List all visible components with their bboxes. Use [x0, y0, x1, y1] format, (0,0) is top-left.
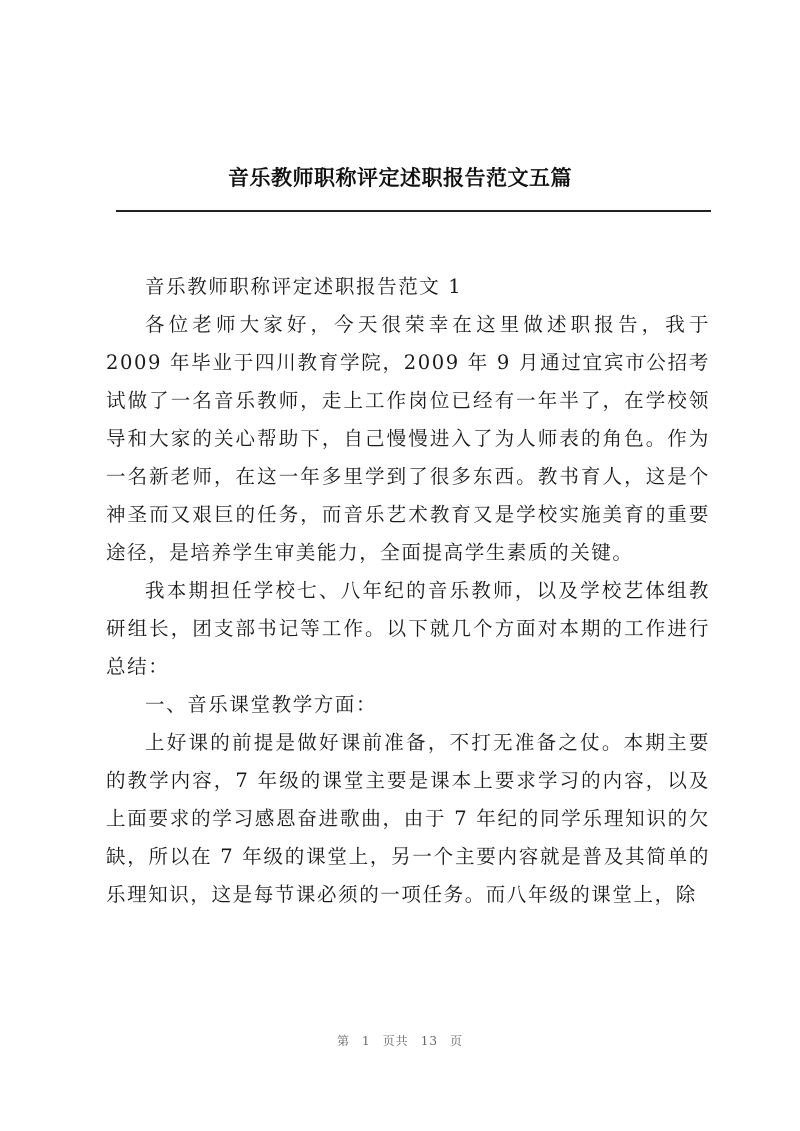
paragraph-duties: 我本期担任学校七、八年纪的音乐教师，以及学校艺体组教研组长，团支部书记等工作。以下就几个方面对本期的工作进行总结：: [106, 579, 710, 678]
paragraph-teaching: 上好课的前提是做好课前准备，不打无准备之仗。本期主要的教学内容，7 年级的课堂主要是课本上要求学习的内容，以及上面要求的学习感恩奋进歌曲，由于 7 年纪的同学乐理知识的欠缺，所以在 7 年级的课堂上，另一个主要内容就是普及其简单的乐理知识，这是每节课必须的一项任务。而八年级的课堂上，除: [106, 731, 710, 906]
subsection-heading: 一、音乐课堂教学方面：: [145, 693, 378, 716]
footer-page-number: 1: [362, 1034, 371, 1048]
footer-page-suffix: 页共: [382, 1034, 409, 1048]
footer-total-pages: 13: [420, 1034, 438, 1048]
paragraph-intro: 各位老师大家好，今天很荣幸在这里做述职报告，我于 2009 年毕业于四川教育学院，2009 年 9 月通过宜宾市公招考试做了一名音乐教师，走上工作岗位已经有一年半了，在学校领导和大家的关心帮助下，自己慢慢进入了为人师表的角色。作为一名新老师，在这一年多里学到了很多东西。教书育人，这是个神圣而又艰巨的任务，而音乐艺术教育又是学校实施美育的重要途径，是培养学生审美能力，全面提高学生素质的关键。: [106, 313, 710, 564]
page-title: 音乐教师职称评定述职报告范文五篇: [228, 165, 572, 190]
document-body: [106, 268, 710, 914]
footer-page-label: 第: [337, 1034, 351, 1048]
footer-total-suffix: 页: [449, 1034, 463, 1048]
title-divider: [116, 210, 711, 212]
page-footer: [0, 1032, 800, 1049]
section-heading: 音乐教师职称评定述职报告范文 1: [145, 275, 463, 298]
